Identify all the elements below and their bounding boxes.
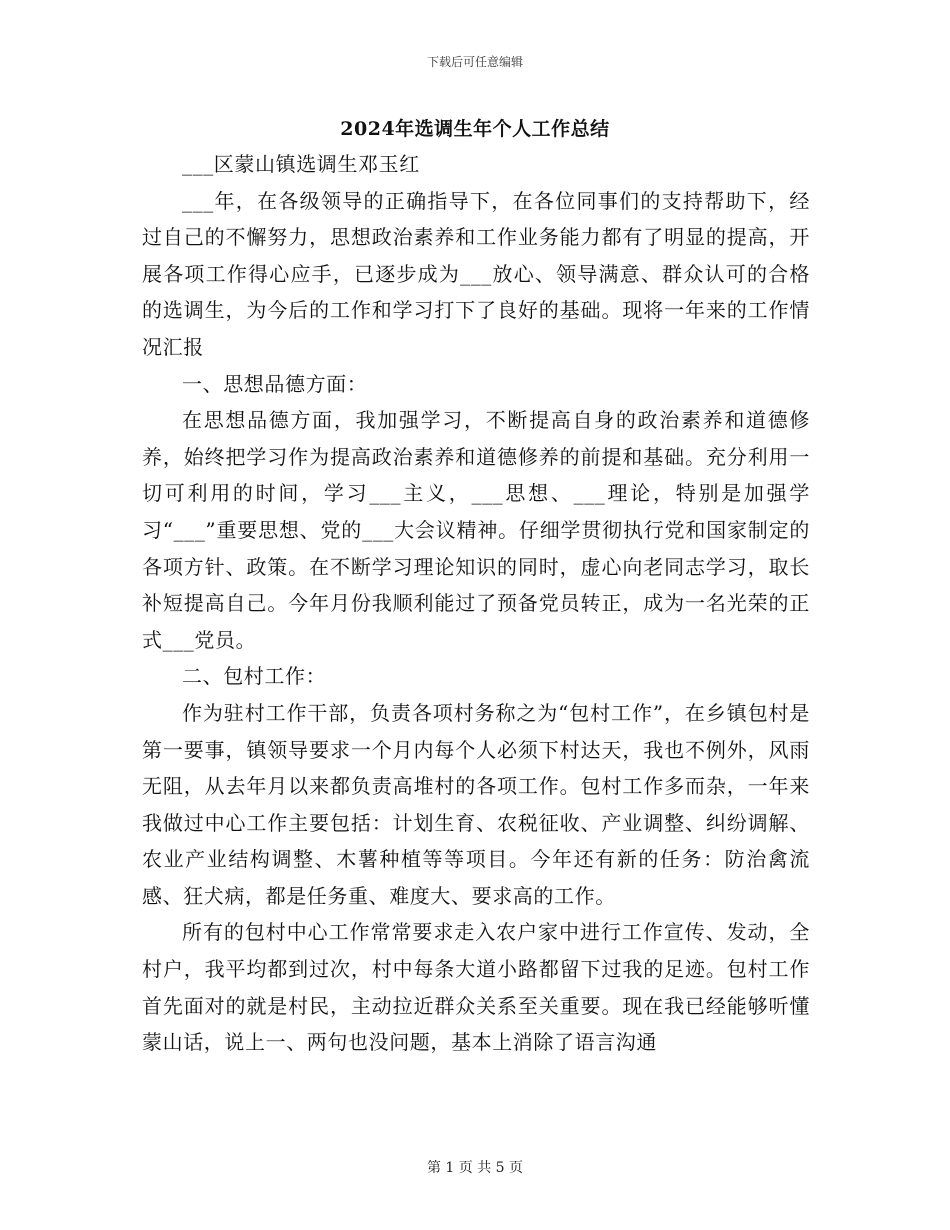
intro-paragraph: ___年，在各级领导的正确指导下，在各位同事们的支持帮助下，经过自己的不懈努力，思想政治素养和工作业务能力都有了明显的提高，开展各项工作得心应手，已逐步成为___放心、领导满意、群众认可的合格的选调生，为今后的工作和学习打下了良好的基础。现将一年来的工作情况汇报 xyxy=(142,188,810,359)
village-work-paragraph: 作为驻村工作干部，负责各项村务称之为“包村工作”，在乡镇包村是第一要事，镇领导要求一个月内每个人必须下村达天，我也不例外，风雨无阻，从去年月以来都负责高堆村的各项工作。包村工作多而杂，一年来我做过中心工作主要包括：计划生育、农税征收、产业调整、纠纷调解、农业产业结构调整、木薯种植等等项目。今年还有新的任务：防治禽流感、狂犬病，都是任务重、难度大、要求高的工作。 xyxy=(142,700,810,908)
ideology-paragraph: 在思想品德方面，我加强学习，不断提高自身的政治素养和道德修养，始终把学习作为提高政治素养和道德修养的前提和基础。充分利用一切可利用的时间，学习___主义，___思想、___理论，特别是加强学习“___”重要思想、党的___大会议精神。仔细学贯彻执行党和国家制定的各项方针、政策。在不断学习理论知识的同时，虚心向老同志学习，取长补短提高自己。今年月份我顺利能过了预备党员转正，成为一名光荣的正式___党员。 xyxy=(142,408,810,652)
document-body xyxy=(142,146,810,1061)
section-heading-ideology: 一、思想品德方面： xyxy=(182,371,368,396)
header-note: 下载后可任意编辑 xyxy=(426,55,523,69)
author-line: ___区蒙山镇选调生邓玉红 xyxy=(182,152,420,176)
document-title: 2024年选调生年个人工作总结 xyxy=(340,118,610,140)
section-heading-village-work: 二、包村工作： xyxy=(182,664,327,689)
village-visits-paragraph: 所有的包村中心工作常常要求走入农户家中进行工作宣传、发动，全村户，我平均都到过次，村中每条大道小路都留下过我的足迹。包村工作首先面对的就是村民，主动拉近群众关系至关重要。现在我已经能够听懂蒙山话，说上一、两句也没问题，基本上消除了语言沟通 xyxy=(142,920,810,1055)
page-number: 第 1 页 共 5 页 xyxy=(426,1160,524,1176)
